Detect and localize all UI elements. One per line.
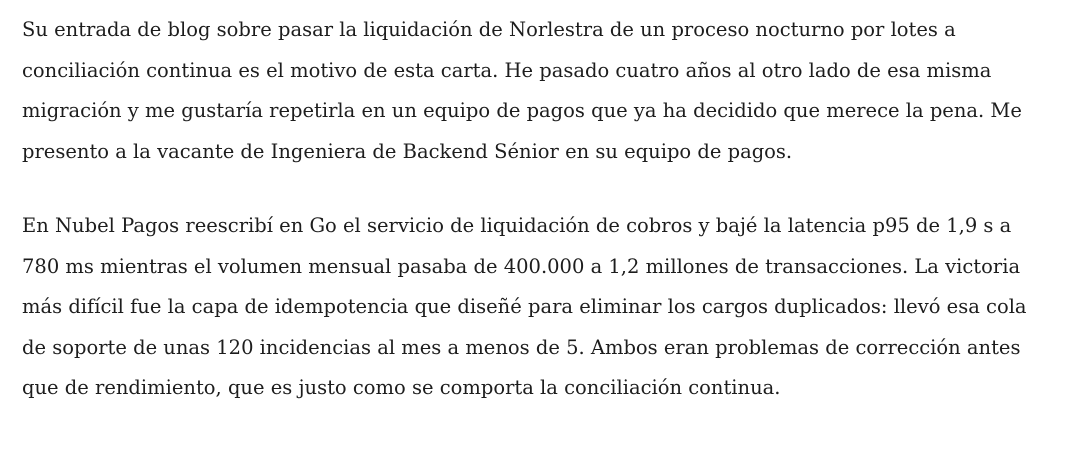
text-line: migración y me gustaría repetirla en un equipo de pagos que ya ha decidido que merece la pena. Me <box>22 99 1022 122</box>
text-line: conciliación continua es el motivo de esta carta. He pasado cuatro años al otro lado de esa misma <box>22 58 992 82</box>
text-line: presento a la vacante de Ingeniera de Backend Sénior en su equipo de pagos. <box>22 139 793 163</box>
text-line: 780 ms mientras el volumen mensual pasaba de 400.000 a 1,2 millones de transacciones. La victoria <box>22 254 1021 278</box>
text-line: Su entrada de blog sobre pasar la liquidación de Norlestra de un proceso nocturno por lotes a <box>22 18 956 41</box>
text-line: de soporte de unas 120 incidencias al mes a menos de 5. Ambos eran problemas de corrección antes <box>22 335 1021 359</box>
text-line: En Nubel Pagos reescribí en Go el servicio de liquidación de cobros y bajé la latencia p95 de 1,9 s a <box>22 214 1012 237</box>
paragraph-experience <box>22 206 1027 409</box>
text-line: que de rendimiento, que es justo como se comporta la conciliación continua. <box>22 376 781 399</box>
text-line: más difícil fue la capa de idempotencia que diseñé para eliminar los cargos duplicados: llevó esa cola <box>22 295 1027 318</box>
paragraph-intro <box>22 10 1022 172</box>
